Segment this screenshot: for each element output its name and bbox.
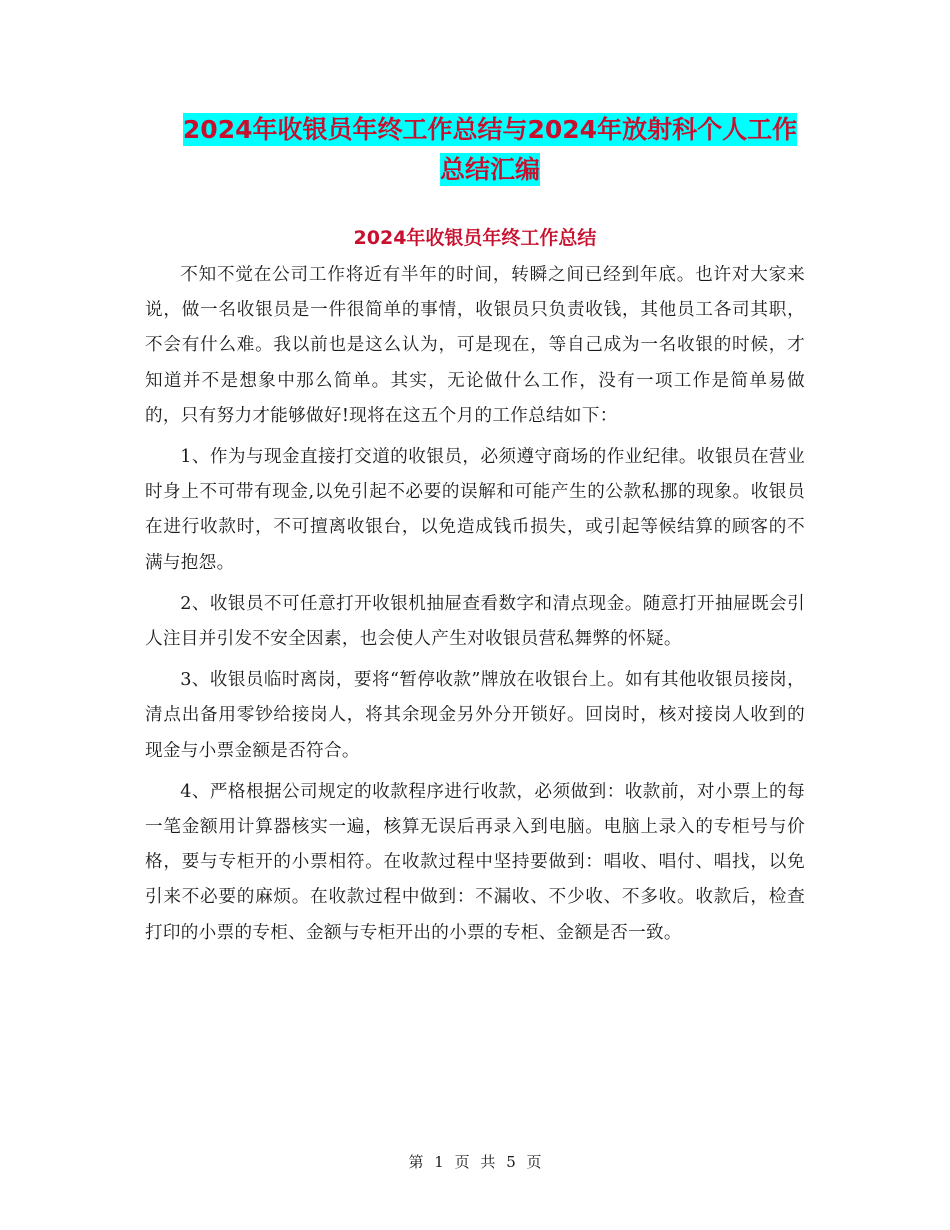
footer-current-page: 1 — [434, 1153, 444, 1171]
footer-suffix: 页 — [526, 1153, 542, 1171]
paragraph-item-4: 4、严格根据公司规定的收款程序进行收款，必须做到：收款前，对小票上的每一笔金额用计算器核实一遍，核算无误后再录入到电脑。电脑上录入的专柜号与价格，要与专柜开的小票相符。在收款过程中坚持要做到：唱收、唱付、唱找，以免引来不必要的麻烦。在收款过程中做到：不漏收、不少收、不多收。收款后，检查打印的小票的专柜、金额与专柜开出的小票的专柜、金额是否一致。 — [145, 781, 805, 943]
footer-total-word: 共 — [480, 1153, 496, 1171]
footer-prefix: 第 — [408, 1153, 424, 1171]
document-title — [140, 110, 840, 190]
paragraph-item-1: 1、作为与现金直接打交道的收银员，必须遵守商场的作业纪律。收银员在营业时身上不可带有现金,以免引起不必要的误解和可能产生的公款私挪的现象。收银员在进行收款时，不可擅离收银台，以免造成钱币损失，或引起等候结算的顾客的不满与抱怨。 — [145, 447, 805, 573]
paragraph-item-2: 2、收银员不可任意打开收银机抽屉查看数字和清点现金。随意打开抽屉既会引人注目并引发不安全因素，也会使人产生对收银员营私舞弊的怀疑。 — [145, 593, 805, 650]
title-line-1: 2024年收银员年终工作总结与2024年放射科个人工作 — [182, 115, 798, 144]
paragraph-intro: 不知不觉在公司工作将近有半年的时间，转瞬之间已经到年底。也许对大家来说，做一名收银员是一件很简单的事情，收银员只负责收钱，其他员工各司其职，不会有什么难。我以前也是这么认为，可是现在，等自己成为一名收银的时候，才知道并不是想象中那么简单。其实，无论做什么工作，没有一项工作是简单易做的，只有努力才能够做好!现将在这五个月的工作总结如下： — [145, 265, 805, 426]
section-title: 2024年收银员年终工作总结 — [353, 227, 597, 249]
paragraph-item-3: 3、收银员临时离岗，要将“暂停收款”牌放在收银台上。如有其他收银员接岗，清点出备用零钞给接岗人，将其余现金另外分开锁好。回岗时，核对接岗人收到的现金与小票金额是否符合。 — [145, 670, 805, 761]
footer-page-word: 页 — [454, 1153, 470, 1171]
page-footer — [0, 1152, 950, 1172]
title-line-2: 总结汇编 — [439, 155, 540, 184]
document-body — [145, 258, 805, 957]
footer-total-pages: 5 — [506, 1153, 516, 1171]
